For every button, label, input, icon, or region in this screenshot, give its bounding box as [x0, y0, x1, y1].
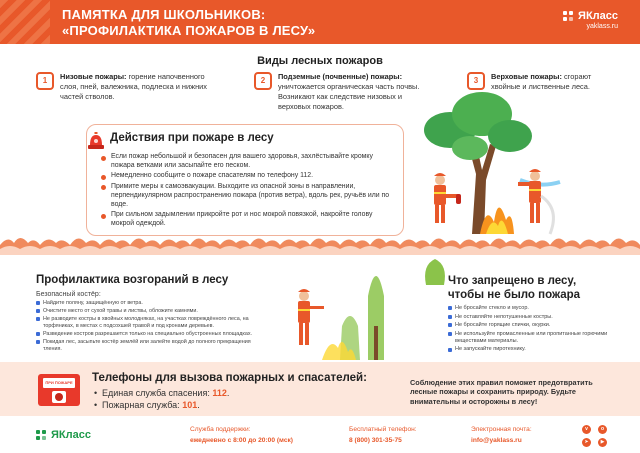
brand-name: ЯКласс	[578, 10, 618, 22]
support-value: ежедневно с 8:00 до 20:00 (мск)	[190, 437, 293, 444]
list-item: Примите меры к самоэвакуации. Выходите из опасной зоны в направлении, перпендикулярном распространению пожара (против ветра), вдоль рек, ручьёв или по воде.	[101, 183, 396, 210]
list-item: Не оставляйте непотушенные костры.	[448, 314, 618, 321]
vk-icon[interactable]: v	[582, 425, 591, 434]
footer-email	[471, 426, 532, 444]
forbidden-title	[448, 274, 580, 303]
type-item-2	[254, 72, 424, 112]
types-title: Виды лесных пожаров	[257, 55, 383, 67]
forbidden-title-line2: чтобы не было пожара	[448, 289, 581, 302]
prevention-list	[36, 300, 268, 354]
brand-logo-icon	[36, 430, 47, 441]
list-item: При сильном задымлении прикройте рот и нос мокрой повязкой, накройте голову мокрой одеждой.	[101, 211, 396, 229]
firefighter-trees-illustration	[282, 256, 412, 362]
list-item: Не запускайте пиротехнику.	[448, 346, 618, 353]
list-item: Если пожар небольшой и безопасен для вашего здоровья, захлёстывайте кромку пожара ветками или засыпайте его песком.	[101, 153, 396, 171]
list-item: Разведение костров разрешается только на специально обустроенных площадках.	[36, 331, 268, 338]
type-name: Подземные (почвенные) пожары:	[278, 72, 403, 81]
type-number: 3	[467, 72, 485, 90]
support-label: Служба поддержки:	[190, 426, 251, 433]
forbidden-title-line1: Что запрещено в лесу,	[448, 275, 577, 287]
prevention-title: Профилактика возгораний в лесу	[36, 274, 229, 286]
list-item: Не разводите костры в хвойных молодняках, на участках повреждённого леса, на торфяниках, в местах с подсохшей травой и под кронами деревьев.	[36, 316, 268, 330]
footer-brand[interactable]	[36, 429, 91, 441]
youtube-icon[interactable]: ▶	[598, 438, 607, 447]
list-item: Очистите место от сухой травы и листвы, обложите камнями.	[36, 308, 268, 315]
brand-logo-icon	[563, 11, 574, 22]
telegram-icon[interactable]: ➤	[582, 438, 591, 447]
phone-value[interactable]: 8 (800) 301-35-75	[349, 437, 402, 444]
type-text: сгорают хвойные и лиственные леса.	[491, 72, 592, 91]
list-item: Не бросайте стекло и мусор.	[448, 305, 618, 312]
list-item: Не используйте промасленные или пропитанные горючими веществами материалы.	[448, 331, 618, 345]
type-text: уничтожается органическая часть почвы. Возникают как следствие низовых и верховых пожаров.	[278, 81, 420, 111]
actions-title: Действия при пожаре в лесу	[110, 132, 274, 144]
phones-title: Телефоны для вызова пожарных и спасателей:	[92, 372, 367, 384]
fire-number[interactable]: 101	[182, 400, 198, 410]
header-brand[interactable]	[563, 10, 618, 30]
type-item-1	[36, 72, 211, 102]
header-banner	[0, 0, 640, 44]
alarm-siren-icon	[86, 131, 106, 151]
type-name: Низовые пожары:	[60, 72, 127, 81]
list-item: Не бросайте горящие спички, окурки.	[448, 322, 618, 329]
prevention-subtitle: Безопасный костёр:	[36, 291, 101, 298]
list-item: Найдите поляну, защищённую от ветра.	[36, 300, 268, 307]
email-label: Электронная почта:	[471, 426, 532, 433]
firefighters-illustration	[410, 84, 610, 244]
fire-phone-line: • Пожарная служба: 101.	[102, 400, 200, 410]
page-title-line1: ПАМЯТКА ДЛЯ ШКОЛЬНИКОВ:	[62, 7, 266, 22]
type-name: Верховые пожары:	[491, 72, 562, 81]
alarm-button	[52, 391, 66, 403]
rules-note: Соблюдение этих правил поможет предотвратить лесные пожары и сохранить природу. Будьте внимательны и осторожны в лесу!	[410, 378, 593, 406]
footer	[0, 416, 640, 453]
phone-label: Бесплатный телефон:	[349, 426, 417, 433]
forbidden-list	[448, 305, 618, 355]
rescue-phone-line: • Единая служба спасения: 112.	[102, 388, 229, 398]
brand-site: yaklass.ru	[586, 23, 618, 30]
type-number: 2	[254, 72, 272, 90]
list-item: Покидая лес, засыпьте костёр землёй или залейте водой до полного прекращения тления.	[36, 339, 268, 353]
rescue-label: Единая служба спасения:	[102, 388, 213, 398]
ok-icon[interactable]: o	[598, 425, 607, 434]
email-value[interactable]: info@yaklass.ru	[471, 437, 522, 444]
page-title-line2: «ПРОФИЛАКТИКА ПОЖАРОВ В ЛЕСУ»	[62, 23, 316, 38]
flames-divider	[0, 233, 640, 255]
header-stripes	[0, 0, 50, 44]
footer-brand-name: ЯКласс	[51, 429, 91, 441]
social-links	[582, 425, 612, 447]
bush-illustration	[420, 255, 450, 285]
alarm-label: ПРИ ПОЖАРЕ	[43, 378, 75, 388]
list-item: Немедленно сообщите о пожаре спасателям по телефону 112.	[101, 172, 396, 181]
type-number: 1	[36, 72, 54, 90]
type-text: горение напочвенного слоя, пней, валежника, подлеска и нижних частей стволов.	[60, 72, 207, 101]
rescue-number[interactable]: 112	[212, 388, 227, 398]
fire-label: Пожарная служба:	[102, 400, 183, 410]
footer-support	[190, 426, 293, 444]
actions-list	[101, 153, 396, 231]
footer-phone	[349, 426, 417, 444]
fire-alarm-button-icon	[38, 374, 80, 406]
